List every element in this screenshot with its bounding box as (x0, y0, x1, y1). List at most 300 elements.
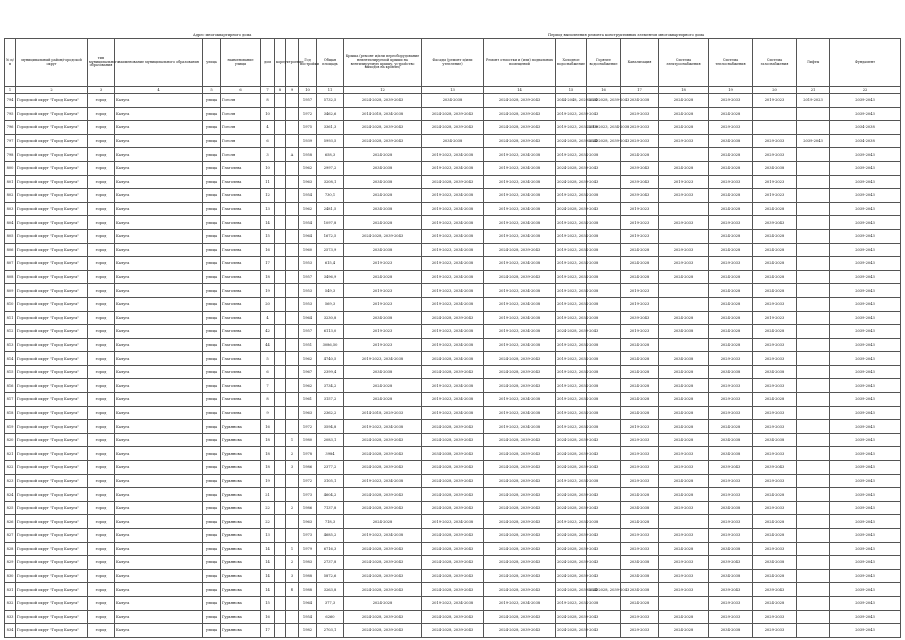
table-cell: 1973 (299, 529, 317, 543)
table-cell: 2024-2028 (709, 229, 753, 243)
table-cell: 2024-2028 (753, 270, 797, 284)
table-cell: 2019-2023 (621, 284, 659, 298)
table-cell: город (88, 569, 115, 583)
table-cell: город (88, 393, 115, 407)
table-cell: 2019-2023 (753, 175, 797, 189)
table-cell: Калуга (115, 325, 203, 339)
table-cell: 801 (5, 175, 16, 189)
table-cell: 1939 (299, 134, 317, 148)
table-cell: 2019-2023, 2034-2038 (344, 420, 422, 434)
table-cell: 2024-2028, 2039-2043 (556, 161, 587, 175)
table-cell (797, 352, 830, 366)
table-cell: 2024-2028, 2039-2043 (556, 529, 587, 543)
table-cell: 18 (261, 270, 275, 284)
table-cell: 2029-2033 (621, 433, 659, 447)
table-cell: улица (203, 175, 221, 189)
table-cell: 1982 (299, 624, 317, 638)
table-cell: 2019-2023 (797, 94, 830, 108)
table-cell: 730,1 (317, 189, 344, 203)
table-cell: 2019-2023, 2034-2038 (556, 420, 587, 434)
table-cell: 2039-2043 (830, 379, 901, 393)
table-cell: 2024-2028, 2039-2043 (556, 134, 587, 148)
table-cell (797, 610, 830, 624)
table-cell: 2034-2038 (709, 542, 753, 556)
table-cell: 2039-2043 (830, 610, 901, 624)
table-cell: 2034-2038 (659, 352, 709, 366)
table-row (5, 433, 901, 447)
table-cell: 2034-2038 (621, 583, 659, 597)
table-row (5, 583, 901, 597)
table-cell: 2029-2033 (753, 338, 797, 352)
table-cell: город (88, 311, 115, 325)
table-cell: улица (203, 624, 221, 638)
table-cell: 1962 (299, 379, 317, 393)
table-cell (275, 406, 286, 420)
table-cell: 2029-2033 (621, 542, 659, 556)
table-cell: 2019-2023, 2034-2038 (422, 325, 484, 339)
table-cell: Гоголя (221, 107, 261, 121)
table-cell: Глаголева (221, 379, 261, 393)
table-cell (797, 257, 830, 271)
table-cell: 3462,6 (317, 107, 344, 121)
table-cell: город (88, 433, 115, 447)
table-cell (275, 189, 286, 203)
table-cell: 19 (261, 474, 275, 488)
table-cell: 2029-2033 (659, 243, 709, 257)
table-cell: 2019-2023, 2034-2038 (422, 257, 484, 271)
table-cell: 2024-2028, 2039-2043 (556, 447, 587, 461)
table-cell: 3594,8 (317, 420, 344, 434)
table-cell: 1986 (299, 501, 317, 515)
table-cell (797, 529, 830, 543)
table-cell: 2024-2028, 2039-2043 (556, 624, 587, 638)
table-cell: Глаголева (221, 175, 261, 189)
table-cell (797, 229, 830, 243)
table-cell: 44 (261, 338, 275, 352)
table-cell: 2039-2043 (830, 229, 901, 243)
table-body (5, 94, 901, 638)
table-cell (797, 311, 830, 325)
table-cell: Гурьянова (221, 596, 261, 610)
table-cell: 1980 (299, 433, 317, 447)
table-cell (275, 148, 286, 162)
table-cell: 1953 (299, 284, 317, 298)
table-cell (286, 243, 299, 257)
table-cell: Городской округ "Город Калуга" (16, 529, 88, 543)
table-cell: 2029-2033 (709, 121, 753, 135)
table-cell: 2039-2043 (830, 501, 901, 515)
table-cell: 2039-2043 (830, 488, 901, 502)
table-cell: 2024-2028 (659, 393, 709, 407)
table-cell: 1961 (299, 393, 317, 407)
table-cell: Городской округ "Город Калуга" (16, 461, 88, 475)
column-header: Общая площадь (317, 39, 344, 87)
table-cell: 2029-2033 (709, 352, 753, 366)
column-header: Система электроснабжения (659, 39, 709, 87)
table-cell: 2029-2033 (753, 297, 797, 311)
table-cell: 2024-2028, 2039-2043 (484, 270, 556, 284)
table-cell: 813 (5, 338, 16, 352)
table-cell: 2029-2033 (753, 624, 797, 638)
table-cell (286, 596, 299, 610)
table-cell: 832 (5, 596, 16, 610)
table-cell (275, 393, 286, 407)
table-cell: 2034-2038 (422, 134, 484, 148)
table-cell: 2029-2033 (709, 257, 753, 271)
table-row (5, 365, 901, 379)
table-cell: город (88, 243, 115, 257)
table-cell: Городской округ "Город Калуга" (16, 610, 88, 624)
table-cell: улица (203, 148, 221, 162)
table-cell (797, 202, 830, 216)
table-cell: 2019-2023, 2034-2038 (484, 311, 556, 325)
table-cell: 2034-2038 (621, 569, 659, 583)
table-cell: 2024-2028 (709, 148, 753, 162)
table-cell: Гурьянова (221, 583, 261, 597)
table-cell: 2039-2043 (830, 596, 901, 610)
table-cell: Калуга (115, 379, 203, 393)
table-cell: 2024-2028, 2039-2043 (422, 433, 484, 447)
table-cell: Городской округ "Город Калуга" (16, 406, 88, 420)
table-cell (275, 569, 286, 583)
table-cell: 2024-2028, 2039-2043 (484, 488, 556, 502)
table-cell: 2019-2023, 2034-2038 (484, 297, 556, 311)
table-cell: 14 (261, 583, 275, 597)
table-cell: город (88, 515, 115, 529)
table-row (5, 447, 901, 461)
column-number: 22 (830, 87, 901, 94)
table-cell: 2019-2023, 2034-2038 (556, 270, 587, 284)
table-cell: б (286, 583, 299, 597)
table-cell: 2024-2028, 2039-2043 (556, 202, 587, 216)
table-cell: 6716,3 (317, 542, 344, 556)
table-cell: Гурьянова (221, 474, 261, 488)
table-cell: 830 (5, 569, 16, 583)
table-cell: 2039-2043 (830, 447, 901, 461)
table-cell (275, 447, 286, 461)
table-cell: 828 (5, 542, 16, 556)
table-cell: 2024-2028, 2039-2043 (422, 365, 484, 379)
table-cell: 3 (286, 569, 299, 583)
table-cell (275, 433, 286, 447)
table-cell: Калуга (115, 474, 203, 488)
table-cell: 2024-2028, 2039-2043 (422, 529, 484, 543)
table-row (5, 107, 901, 121)
table-cell: 3984 (317, 447, 344, 461)
table-cell: 18 (261, 433, 275, 447)
table-cell: 2039-2043 (830, 94, 901, 108)
table-cell: Городской округ "Город Калуга" (16, 161, 88, 175)
table-cell (275, 216, 286, 230)
table-cell: 1953 (299, 257, 317, 271)
table-cell: Калуга (115, 488, 203, 502)
table-row (5, 529, 901, 543)
column-header: Система газоснабжения (753, 39, 797, 87)
table-cell: 2029-2033 (709, 488, 753, 502)
table-cell: 2481,5 (317, 202, 344, 216)
table-cell: 1957 (299, 94, 317, 108)
column-header: тип муниципального образования (88, 39, 115, 87)
table-cell (753, 121, 797, 135)
table-cell: 2024-2028 (621, 406, 659, 420)
address-group-title: Адрес многоквартирного дома (193, 33, 252, 37)
table-cell: Калуга (115, 297, 203, 311)
table-cell: Глаголева (221, 284, 261, 298)
table-cell: 806 (5, 243, 16, 257)
table-cell: 2019-2023 (344, 338, 422, 352)
table-cell: 2029-2033 (753, 352, 797, 366)
table-cell: 2034-2038 (753, 365, 797, 379)
table-cell: Глаголева (221, 365, 261, 379)
table-cell: Городской округ "Город Калуга" (16, 365, 88, 379)
table-cell (797, 447, 830, 461)
table-cell: город (88, 175, 115, 189)
table-cell: 2039-2043 (709, 583, 753, 597)
table-cell: 2024-2028 (621, 596, 659, 610)
table-cell: 1986 (299, 461, 317, 475)
table-cell: 2024-2028 (621, 365, 659, 379)
table-cell: 2019-2023 (344, 325, 422, 339)
column-number-row (5, 87, 901, 94)
table-cell: 2024-2028 (344, 148, 422, 162)
table-row (5, 202, 901, 216)
table-row (5, 284, 901, 298)
table-cell: 831 (5, 583, 16, 597)
column-number: 4 (115, 87, 203, 94)
table-cell: 1972 (299, 107, 317, 121)
table-cell: 2024-2028, 2039-2043 (484, 556, 556, 570)
table-cell: 2024-2028, 2039-2043 (484, 433, 556, 447)
table-cell: 2039-2043 (830, 461, 901, 475)
table-cell: 8 (261, 94, 275, 108)
table-cell: город (88, 107, 115, 121)
table-cell: Гурьянова (221, 488, 261, 502)
table-cell: улица (203, 94, 221, 108)
table-cell: 2029-2033 (621, 107, 659, 121)
table-cell: 2024-2028, 2039-2043 (422, 107, 484, 121)
table-cell: 1951 (299, 338, 317, 352)
table-cell (275, 420, 286, 434)
table-cell (275, 270, 286, 284)
table-cell: 822 (5, 461, 16, 475)
table-cell: 4604,2 (317, 488, 344, 502)
table-cell: 2019-2023, 2034-2038 (556, 515, 587, 529)
table-cell: 2024-2028 (621, 379, 659, 393)
table-cell: 2019-2023, 2034-2038 (422, 229, 484, 243)
table-cell: Калуга (115, 461, 203, 475)
table-cell (275, 94, 286, 108)
table-cell: Городской округ "Город Калуга" (16, 583, 88, 597)
table-cell: 2019-2023 (621, 216, 659, 230)
table-cell: 6113,0 (317, 325, 344, 339)
table-cell: Городской округ "Город Калуга" (16, 257, 88, 271)
table-cell: 2039-2043 (830, 189, 901, 203)
table-cell: 4 (261, 121, 275, 135)
table-cell (659, 229, 709, 243)
table-cell: 2034-2038 (830, 134, 901, 148)
table-cell: 2399,4 (317, 365, 344, 379)
table-cell: Калуга (115, 189, 203, 203)
table-cell: 2029-2033 (709, 610, 753, 624)
table-cell: 5872,6 (317, 569, 344, 583)
column-header: Фундамент (830, 39, 901, 87)
table-cell: 2024-2028, 2039-2043 (484, 583, 556, 597)
table-cell: улица (203, 338, 221, 352)
table-row (5, 420, 901, 434)
table-cell: 2029-2033 (621, 474, 659, 488)
table-cell: 2024-2028 (659, 161, 709, 175)
table-cell: город (88, 420, 115, 434)
table-cell: улица (203, 161, 221, 175)
column-number: 3 (88, 87, 115, 94)
table-cell: 2019-2023, 2034-2038 (556, 148, 587, 162)
table-cell: 2014-2018, 2034-2038 (344, 107, 422, 121)
table-cell: 812 (5, 325, 16, 339)
table-cell: Городской округ "Город Калуга" (16, 542, 88, 556)
table-cell: улица (203, 243, 221, 257)
table-cell: 2019-2023 (621, 420, 659, 434)
table-cell (797, 556, 830, 570)
table-cell: 2039-2043 (830, 515, 901, 529)
table-cell: 2029-2033 (659, 447, 709, 461)
table-cell: 2019-2023, 2034-2038 (556, 474, 587, 488)
table-cell (286, 529, 299, 543)
table-cell: 42 (261, 325, 275, 339)
table-cell: 819 (5, 420, 16, 434)
table-cell: 7137,8 (317, 501, 344, 515)
column-header: Лифты (797, 39, 830, 87)
table-cell: 1962 (299, 352, 317, 366)
table-cell: 825 (5, 501, 16, 515)
table-cell: 2019-2023, 2034-2038 (484, 161, 556, 175)
table-cell (797, 624, 830, 638)
table-cell: 2039-2043 (830, 569, 901, 583)
table-cell: Глаголева (221, 216, 261, 230)
table-cell: 1097,8 (317, 216, 344, 230)
table-cell (286, 175, 299, 189)
table-cell: 1672,5 (317, 229, 344, 243)
table-cell: город (88, 610, 115, 624)
table-cell: улица (203, 379, 221, 393)
table-cell: 2034-2038 (344, 311, 422, 325)
table-cell: 814 (5, 352, 16, 366)
table-cell: 2019-2023 (344, 284, 422, 298)
table-cell: 2019-2023, 2034-2038 (556, 379, 587, 393)
table-row (5, 148, 901, 162)
table-cell (275, 610, 286, 624)
table-cell: 1954 (299, 216, 317, 230)
table-cell: 2029-2033 (659, 257, 709, 271)
table-cell: 1958 (299, 148, 317, 162)
table-cell: 2039-2043 (830, 624, 901, 638)
table-cell: 2019-2023, 2034-2038 (422, 202, 484, 216)
table-cell (286, 515, 299, 529)
table-cell: 1 (286, 433, 299, 447)
table-cell: 2019-2023, 2034-2038 (556, 393, 587, 407)
table-cell: город (88, 161, 115, 175)
table-cell: 2362,2 (317, 406, 344, 420)
table-cell: 2024-2028 (709, 161, 753, 175)
table-cell: 2019-2023, 2034-2038 (484, 338, 556, 352)
table-cell: 6 (261, 365, 275, 379)
table-cell (286, 121, 299, 135)
table-cell: 14 (261, 216, 275, 230)
table-cell: 2034-2038 (659, 325, 709, 339)
table-cell: 796 (5, 121, 16, 135)
table-cell: 15 (261, 229, 275, 243)
table-cell: 2024-2028, 2039-2043 (556, 542, 587, 556)
table-cell: 834 (5, 624, 16, 638)
table-cell: 2034-2038 (709, 134, 753, 148)
table-cell: 2019-2023, 2034-2038 (422, 148, 484, 162)
column-header: Холодное водоснабжение (556, 39, 587, 87)
table-cell: Городской округ "Город Калуга" (16, 270, 88, 284)
table-cell (659, 515, 709, 529)
table-cell: город (88, 134, 115, 148)
table-cell: улица (203, 461, 221, 475)
table-cell: улица (203, 488, 221, 502)
table-cell: 2034-2038 (344, 161, 422, 175)
table-cell: 2024-2028, 2039-2043 (484, 610, 556, 624)
table-cell: 658,3 (317, 148, 344, 162)
table-cell: 2024-2028 (659, 311, 709, 325)
table-cell: 2039-2043 (621, 311, 659, 325)
table-cell: 2019-2023, 2034-2038 (556, 311, 587, 325)
table-cell: 2024-2028, 2039-2043 (556, 175, 587, 189)
table-cell: 3263,8 (317, 583, 344, 597)
table-cell (797, 189, 830, 203)
table-row (5, 175, 901, 189)
table-cell: Глаголева (221, 270, 261, 284)
column-header: Год постройки (299, 39, 317, 87)
table-cell: Калуга (115, 501, 203, 515)
table-cell: 4685,2 (317, 529, 344, 543)
table-cell: город (88, 352, 115, 366)
table-cell: 2024-2028 (753, 229, 797, 243)
table-cell: улица (203, 121, 221, 135)
table-cell: 2029-2033 (709, 529, 753, 543)
table-cell: 2024-2028 (344, 270, 422, 284)
table-cell: улица (203, 325, 221, 339)
table-cell: 803 (5, 202, 16, 216)
table-cell: Городской округ "Город Калуга" (16, 447, 88, 461)
table-cell: город (88, 189, 115, 203)
table-cell (797, 406, 830, 420)
table-cell (797, 338, 830, 352)
column-header: корпус (275, 39, 286, 87)
table-cell: 2024-2028, 2039-2043 (422, 501, 484, 515)
table-cell: 2024-2028, 2039-2043 (344, 569, 422, 583)
table-cell: 2029-2033 (709, 393, 753, 407)
table-cell: 2024-2028, 2039-2043 (587, 583, 621, 597)
table-cell: 2083,1 (317, 433, 344, 447)
table-cell: улица (203, 297, 221, 311)
table-cell: 2024-2028, 2039-2043 (484, 352, 556, 366)
column-number: 15 (556, 87, 587, 94)
table-cell: улица (203, 515, 221, 529)
table-cell: 805 (5, 229, 16, 243)
table-cell: 2024-2028, 2039-2043 (422, 610, 484, 624)
table-cell: улица (203, 447, 221, 461)
table-row (5, 461, 901, 475)
column-number: 5 (203, 87, 221, 94)
table-cell: 2024-2028 (709, 202, 753, 216)
table-cell (286, 393, 299, 407)
table-cell: 1967 (299, 365, 317, 379)
table-cell: 2024-2028 (709, 243, 753, 257)
table-cell: 2024-2028, 2039-2043 (556, 433, 587, 447)
table-cell: 2019-2023, 2034-2038 (422, 216, 484, 230)
